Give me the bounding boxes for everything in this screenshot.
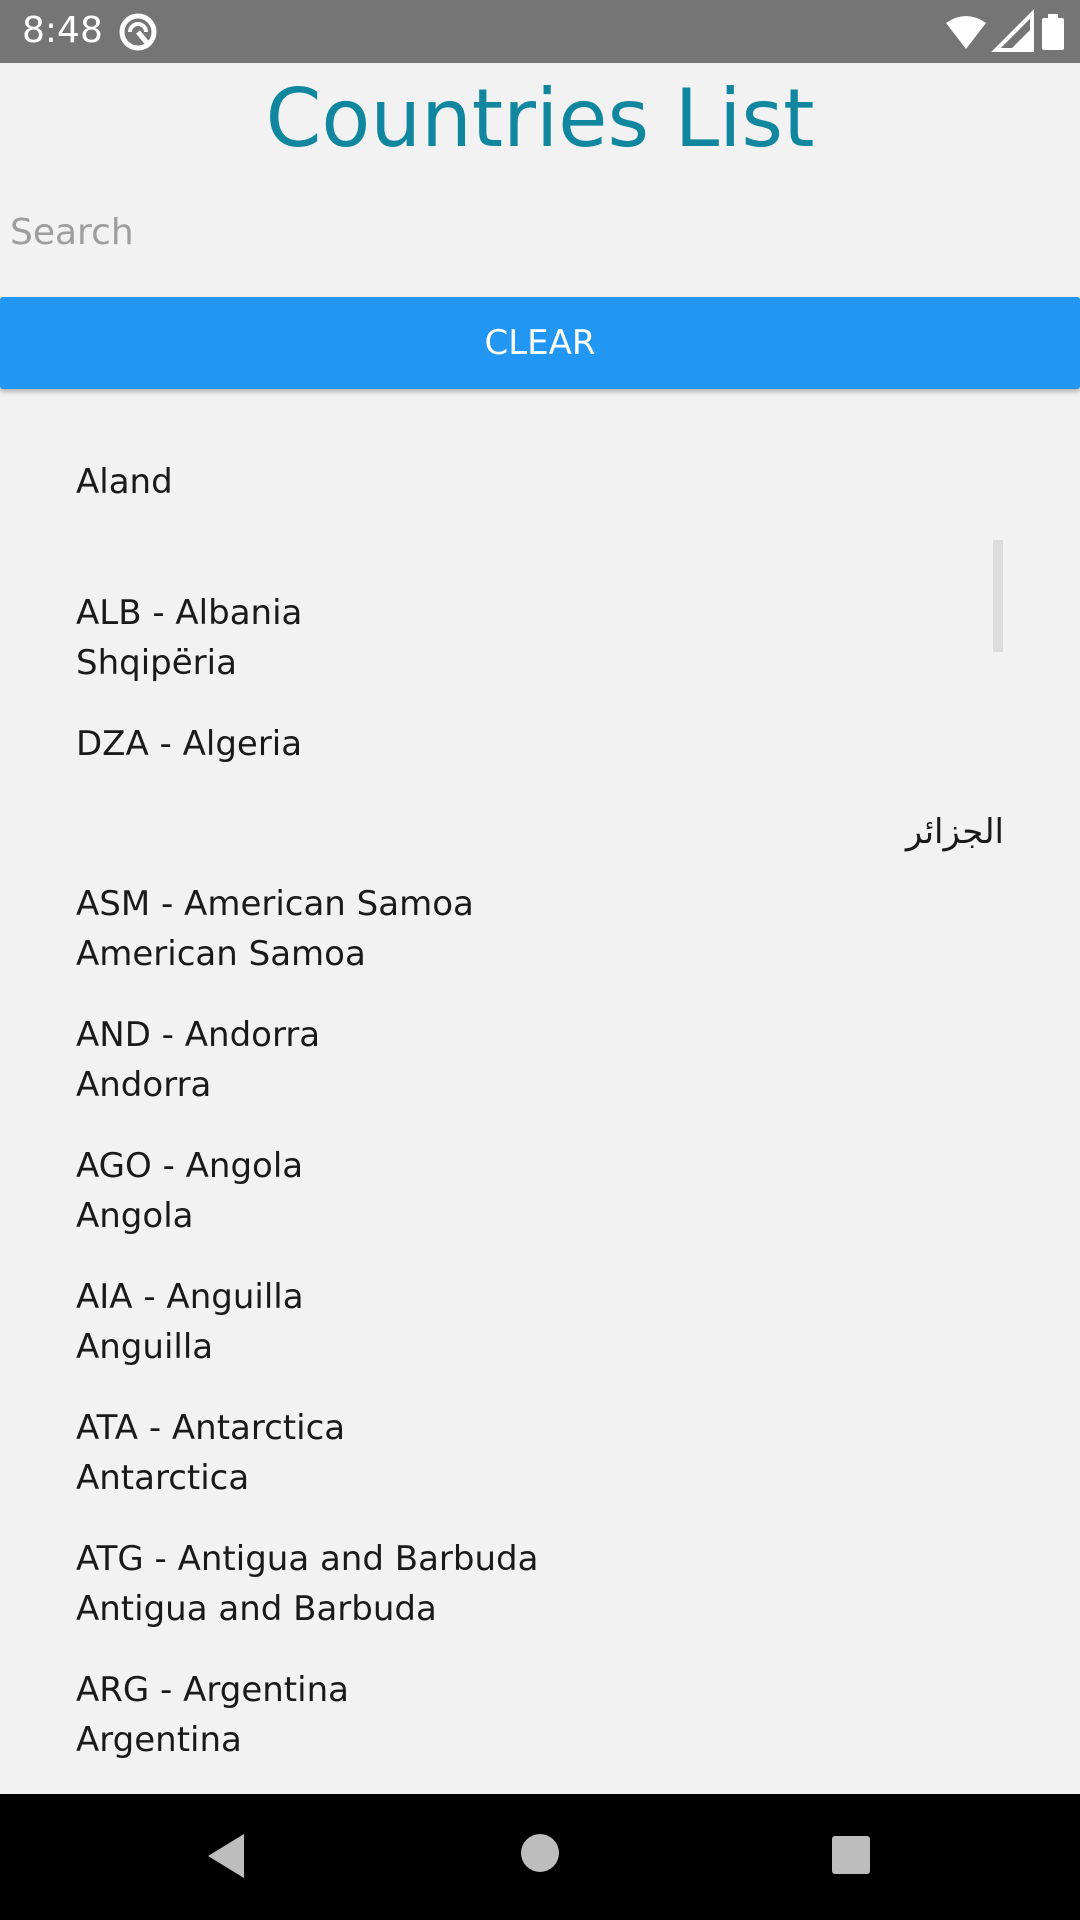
list-item[interactable] [0, 450, 1080, 581]
back-icon[interactable] [204, 1832, 248, 1880]
list-item[interactable] [0, 872, 1080, 1003]
country-native-name: الجزائر [905, 812, 1004, 852]
status-time: 8:48 [22, 10, 103, 51]
list-item[interactable] [0, 1396, 1080, 1527]
country-code-name: ARG - Argentina [76, 1670, 349, 1710]
country-native-name: Antarctica [76, 1458, 250, 1498]
clear-button[interactable]: CLEAR [0, 297, 1080, 389]
status-bar [0, 0, 1080, 63]
list-item[interactable] [0, 712, 1080, 872]
list-item[interactable] [0, 1265, 1080, 1396]
list-item[interactable] [0, 581, 1080, 712]
country-native-name: Andorra [76, 1065, 212, 1105]
list-item[interactable] [0, 1658, 1080, 1789]
country-code-name: ATA - Antarctica [76, 1408, 346, 1448]
country-code-name: ATG - Antigua and Barbuda [76, 1539, 539, 1579]
country-native-name: American Samoa [76, 934, 366, 974]
recents-icon[interactable] [832, 1836, 870, 1874]
country-native-name: Anguilla [76, 1327, 214, 1367]
country-code-name: Aland [76, 462, 173, 502]
country-code-name: ASM - American Samoa [76, 884, 474, 924]
navigation-bar [0, 1794, 1080, 1920]
country-native-name: Angola [76, 1196, 194, 1236]
country-native-name: Shqipëria [76, 643, 237, 683]
page-title: Countries List [265, 72, 815, 165]
vpn-icon [118, 12, 158, 52]
country-code-name: DZA - Algeria [76, 724, 303, 764]
scrollbar[interactable] [993, 540, 1003, 652]
list-item[interactable] [0, 1527, 1080, 1658]
country-native-name: Antigua and Barbuda [76, 1589, 437, 1629]
country-native-name: Argentina [76, 1720, 242, 1760]
country-code-name: ALB - Albania [76, 593, 303, 633]
list-item[interactable] [0, 1003, 1080, 1134]
home-icon[interactable] [521, 1834, 559, 1872]
wifi-icon [946, 15, 986, 49]
country-code-name: AND - Andorra [76, 1015, 321, 1055]
country-code-name: AIA - Anguilla [76, 1277, 304, 1317]
signal-icon [996, 14, 1032, 50]
battery-icon [1042, 14, 1064, 50]
search-input[interactable] [0, 202, 1080, 262]
countries-list[interactable] [0, 462, 1080, 1794]
list-item[interactable] [0, 1134, 1080, 1265]
country-code-name: AGO - Angola [76, 1146, 304, 1186]
